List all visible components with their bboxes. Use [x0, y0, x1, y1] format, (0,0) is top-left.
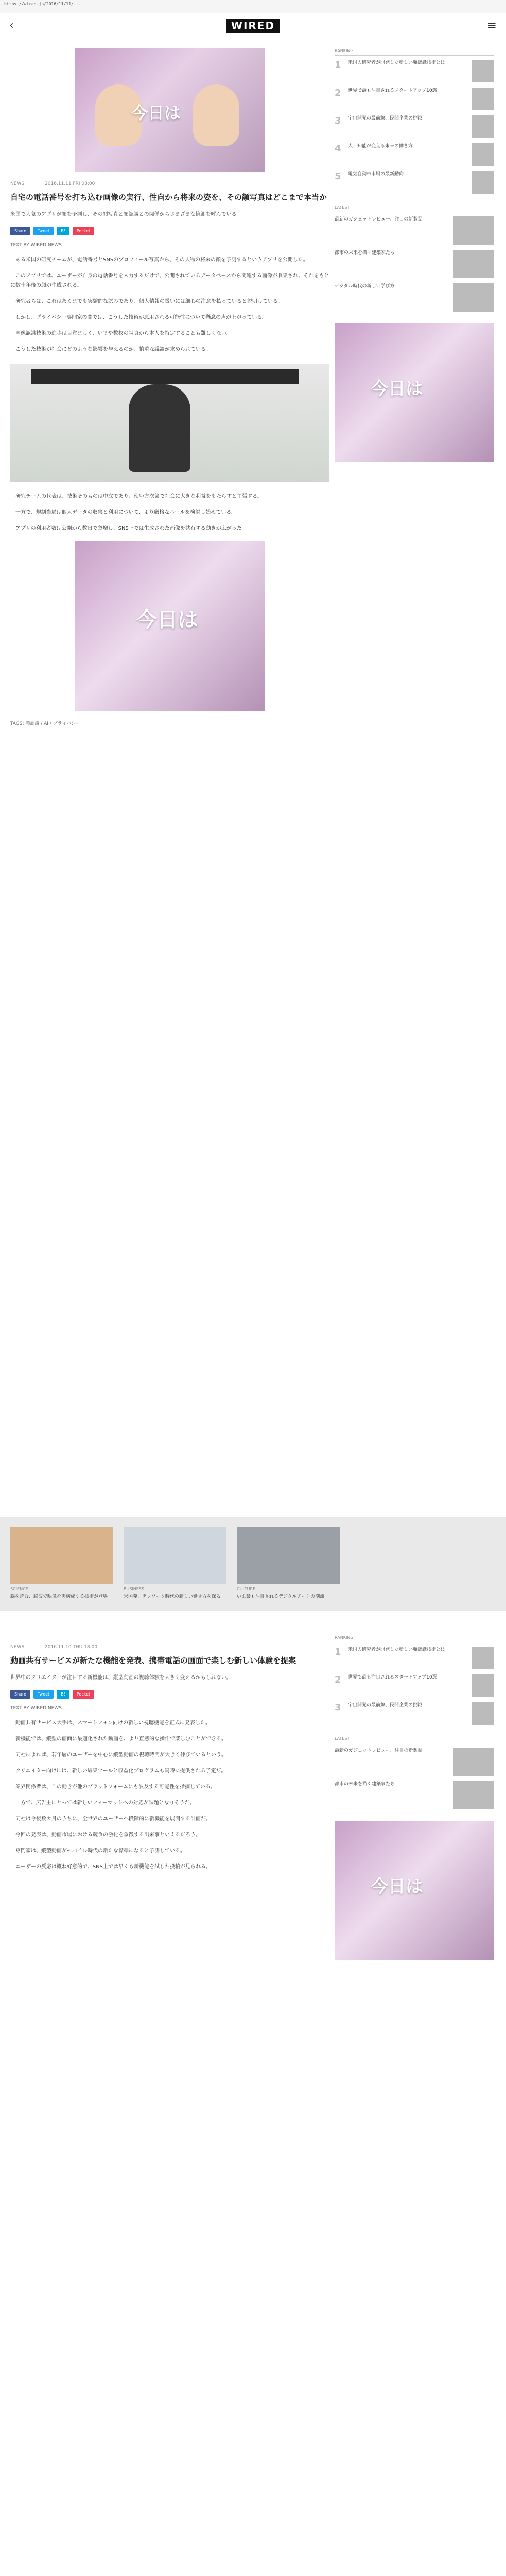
- paragraph: 同社は今後数カ月のうちに、全世界のユーザーへ段階的に新機能を展開する計画だ。: [15, 1816, 211, 1822]
- paragraph: しかし、プライバシー専門家の間では、こうした技術が悪用される可能性について懸念の声が上がっている。: [15, 315, 268, 320]
- paragraph: ある米国の研究チームが、電話番号とSNSのプロフィール写真から、その人物の将来の顔を予測するというアプリを公開した。: [15, 257, 308, 263]
- article-lead: 世界中のクリエイターが注目する新機能は、縦型動画の視聴体験を大きく変えるかもしれない。: [10, 1675, 232, 1681]
- paragraph: 研究チームの代表は、技術そのものは中立であり、使い方次第で社会に大きな利益をもたらすと主張する。: [15, 494, 263, 499]
- article-figure: [10, 364, 329, 482]
- share-buttons: [10, 1690, 329, 1699]
- paragraph: 専門家は、縦型動画がモバイル時代の新たな標準になると予測している。: [15, 1848, 185, 1854]
- paragraph: クリエイター向けには、新しい編集ツールと収益化プログラムも同時に提供される予定だ。: [15, 1768, 226, 1774]
- related-section: [0, 1517, 506, 1611]
- article-second: [10, 1635, 329, 1878]
- related-item[interactable]: BUSINESS 米国発、テレワーク時代の新しい働き方を探る: [124, 1527, 226, 1600]
- related-item[interactable]: SCIENCE 脳を読む、脳波で映像を再構成する技術が登場: [10, 1527, 113, 1600]
- article-tags[interactable]: TAGS: 顔認識 / AI / プライバシー: [10, 721, 81, 726]
- ad-text: 今日は: [371, 1876, 423, 1897]
- sidebar: [335, 48, 494, 462]
- article-title: 動画共有サービスが新たな機能を発表、携帯電話の画面で楽しむ新しい体験を提案: [10, 1656, 296, 1665]
- latest-item[interactable]: 都市の未来を描く建築家たち: [335, 1781, 494, 1809]
- latest-item[interactable]: 都市の未来を描く建築家たち: [335, 250, 494, 278]
- article-category[interactable]: NEWS: [10, 1645, 25, 1650]
- ad-text: 今日は: [371, 379, 423, 399]
- paragraph: 今回の発表は、動画市場における競争の激化を象徴する出来事といえるだろう。: [15, 1832, 201, 1838]
- ranking-card: [335, 48, 494, 194]
- paragraph: 新機能では、縦型の画面に最適化された動画を、より直感的な操作で楽しむことができる。: [15, 1736, 226, 1742]
- article-body: [10, 255, 329, 354]
- paragraph: ユーザーの反応は概ね好意的で、SNS上では早くも新機能を試した投稿が見られる。: [15, 1864, 211, 1870]
- related-item[interactable]: CULTURE いま最も注目されるデジタルアートの潮流: [237, 1527, 340, 1600]
- face-right: [193, 84, 239, 146]
- ranking-item[interactable]: 2 世界で最も注目されるスタートアップ10選: [335, 1674, 494, 1697]
- latest-item[interactable]: 最新のガジェットレビュー、注目の新製品: [335, 216, 494, 245]
- paragraph: 画像認識技術の進歩は目覚ましく、いまや数枚の写真から本人を特定することも難しくない。: [15, 331, 232, 336]
- back-icon[interactable]: ‹: [9, 19, 14, 32]
- paragraph: 同社によれば、若年層のユーザーを中心に縦型動画の視聴時間が大きく伸びているという。: [15, 1752, 226, 1758]
- top-nav: [0, 13, 506, 38]
- latest-card: [335, 205, 494, 312]
- latest-item[interactable]: 最新のガジェットレビュー、注目の新製品: [335, 1748, 494, 1776]
- ranking-item[interactable]: 3 宇宙開発の最前線、民間企業の挑戦: [335, 1702, 494, 1725]
- hatena-share-button[interactable]: B!: [57, 1690, 69, 1699]
- site-logo[interactable]: WIRED: [226, 19, 280, 33]
- paragraph: アプリの利用者数は公開から数日で急増し、SNS上では生成された画像を共有する動きが広がった。: [15, 526, 247, 531]
- ranking-item[interactable]: 3 宇宙開発の最前線、民間企業の挑戦: [335, 115, 494, 138]
- latest-label: LATEST: [335, 205, 494, 212]
- paragraph: このアプリでは、ユーザーが自身の電話番号を入力するだけで、公開されているデータベースから関連する画像が収集され、それをもとに数十年後の顔が生成される。: [10, 273, 329, 289]
- paragraph: 動画共有サービス大手は、スマートフォン向けの新しい視聴機能を正式に発表した。: [15, 1720, 211, 1726]
- article-lead: 米国で人気のアプリが顔を予測し、その顔写真と顔認識との関係からさまざまな憶測を呼んでいる。: [10, 212, 242, 217]
- byline: TEXT BY WIRED NEWS: [10, 243, 62, 248]
- article-main: [10, 48, 329, 728]
- paragraph: 業界関係者は、この動きが他のプラットフォームにも波及する可能性を指摘している。: [15, 1784, 216, 1790]
- hatena-share-button[interactable]: B!: [57, 227, 69, 235]
- image-text: 今日は: [136, 608, 198, 632]
- menu-icon[interactable]: ≡: [487, 19, 497, 32]
- latest-label: LATEST: [335, 1736, 494, 1743]
- facebook-share-button[interactable]: Share: [10, 227, 30, 235]
- latest-item[interactable]: デジタル時代の新しい学び方: [335, 283, 494, 312]
- byline: TEXT BY WIRED NEWS: [10, 1706, 62, 1711]
- sidebar-second: [335, 1635, 494, 1960]
- ranking-label: RANKING: [335, 1635, 494, 1642]
- article-date: 2016.11.10 THU 18:00: [45, 1645, 98, 1650]
- ranking-item[interactable]: 4 人工知能が変える未来の働き方: [335, 143, 494, 166]
- ranking-item[interactable]: 2 世界で最も注目されるスタートアップ10選: [335, 88, 494, 110]
- url-bar[interactable]: https://wired.jp/2016/11/11/...: [0, 0, 506, 13]
- figure-banner: [31, 369, 299, 384]
- latest-card: [335, 1736, 494, 1809]
- article-title: 自宅の電話番号を打ち込む画像の実行、性向から将来の姿を、その顔写真はどこまで本当か: [10, 193, 327, 202]
- ranking-item[interactable]: 5 電気自動車市場の最新動向: [335, 171, 494, 194]
- sidebar-ad[interactable]: [335, 323, 494, 462]
- figure-person: [129, 384, 190, 472]
- hero-image: [75, 48, 265, 172]
- article-date: 2016.11.11 FRI 08:00: [45, 181, 95, 187]
- ranking-label: RANKING: [335, 48, 494, 56]
- twitter-share-button[interactable]: Tweet: [33, 227, 54, 235]
- ranking-item[interactable]: 1 米国の研究者が開発した新しい顔認識技術とは: [335, 1647, 494, 1669]
- paragraph: こうした技術が社会にどのような影響を与えるのか、慎重な議論が求められている。: [15, 347, 211, 352]
- article-image-2: [75, 541, 265, 711]
- paragraph: 一方で、規制当局は個人データの収集と利用について、より厳格なルールを検討し始めている。: [15, 510, 237, 515]
- article-category[interactable]: NEWS: [10, 181, 25, 187]
- paragraph: 研究者らは、これはあくまでも実験的な試みであり、個人情報の扱いには細心の注意を払っていると説明している。: [15, 299, 283, 304]
- share-buttons: [10, 227, 329, 235]
- hero-text: 今日は: [131, 103, 181, 123]
- facebook-share-button[interactable]: Share: [10, 1690, 30, 1699]
- article-body-continued: [10, 492, 329, 533]
- ranking-card: [335, 1635, 494, 1725]
- sidebar-ad[interactable]: [335, 1821, 494, 1960]
- ranking-item[interactable]: 1 米国の研究者が開発した新しい顔認識技術とは: [335, 60, 494, 82]
- twitter-share-button[interactable]: Tweet: [33, 1690, 54, 1699]
- pocket-share-button[interactable]: Pocket: [73, 1690, 94, 1699]
- paragraph: 一方で、広告主にとっては新しいフォーマットへの対応が課題となりそうだ。: [15, 1800, 195, 1806]
- pocket-share-button[interactable]: Pocket: [73, 227, 94, 235]
- article-body: [10, 1718, 329, 1872]
